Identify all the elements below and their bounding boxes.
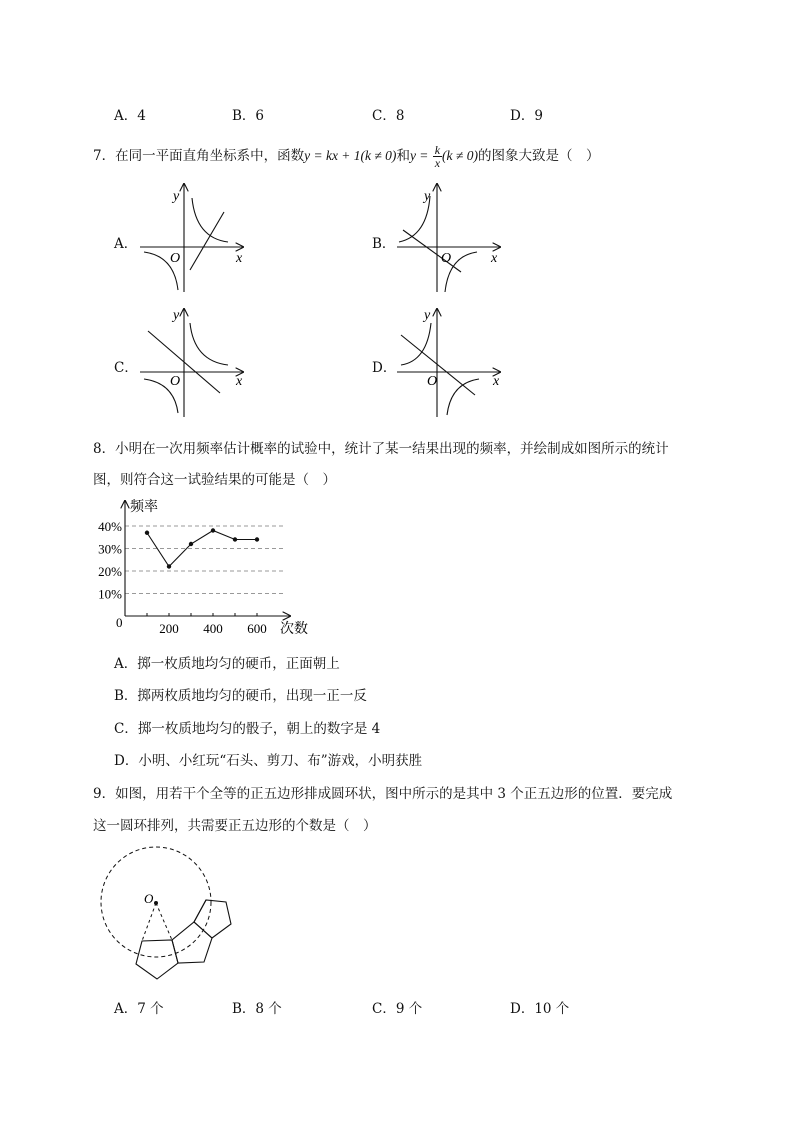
data-point <box>167 564 171 568</box>
y-tick-label: 10% <box>98 586 122 602</box>
q7-func2-fraction <box>433 144 442 169</box>
q7-func1: y = kx + 1(k ≠ 0) <box>304 148 397 163</box>
hyperbola-q2 <box>401 323 431 365</box>
chart-y-ticks <box>98 519 122 602</box>
pentagon-1 <box>136 940 178 979</box>
data-point <box>211 528 215 532</box>
q7-mid: 和 <box>396 148 410 164</box>
q7-graph-a <box>140 180 250 295</box>
chart-ylabel: 频率 <box>130 500 158 515</box>
line-graph <box>190 212 224 270</box>
center-point <box>154 901 158 905</box>
y-label: y <box>424 189 431 204</box>
q8-option-a: A．掷一枚质地均匀的硬币，正面朝上 <box>114 656 340 672</box>
q9-option-d: D．10 个 <box>510 1001 570 1017</box>
q7-number: 7． <box>93 148 116 164</box>
x-label: x <box>493 374 500 389</box>
x-label: x <box>236 251 243 266</box>
y-label: y <box>424 308 431 323</box>
data-point <box>145 531 149 535</box>
x-label: x <box>491 251 498 266</box>
q7-func2-num: k <box>434 143 441 157</box>
q8-stem-line1 <box>93 437 669 457</box>
dashed-radius-left <box>142 903 156 941</box>
q9-stem-line1 <box>93 782 672 802</box>
q9-line1: 如图，用若干个全等的正五边形排成圆环状，图中所示的是其中 3 个正五边形的位置．要完成 <box>115 786 673 802</box>
q9-option-b: B．8 个 <box>232 1001 282 1017</box>
q7-graph-c <box>140 305 250 420</box>
q6-option-c: C．8 <box>372 108 405 124</box>
q8-number: 8． <box>93 441 116 457</box>
q8-option-b: B．掷两枚质地均匀的硬币，出现一正一反 <box>114 688 367 704</box>
y-tick-label: 20% <box>98 564 122 579</box>
q7-option-b-label: B． <box>372 236 396 252</box>
q8-line1: 小明在一次用频率估计概率的试验中，统计了某一结果出现的频率，并绘制成如图所示的统计 <box>115 441 669 457</box>
line-graph <box>401 335 475 395</box>
x-tick-label: 400 <box>203 621 223 636</box>
data-point <box>255 537 259 541</box>
q7-stem <box>93 144 599 169</box>
q6-option-d: D．9 <box>510 108 543 124</box>
q6-option-b: B．6 <box>232 108 265 124</box>
q8-stem-line2: 图，则符合这一试验结果的可能是（ ） <box>93 472 336 488</box>
y-label: y <box>173 189 180 204</box>
q9-option-a: A．7 个 <box>114 1001 164 1017</box>
chart-xlabel: 次数 <box>280 622 308 637</box>
pentagon-2 <box>172 922 212 963</box>
frequency-chart <box>90 495 320 640</box>
origin-label: O <box>427 374 438 389</box>
x-tick-label: 600 <box>247 621 267 636</box>
pentagon-3 <box>194 900 231 938</box>
q7-option-a-label: A． <box>114 236 138 252</box>
q7-func2-cond: (k ≠ 0) <box>442 148 478 163</box>
data-point <box>233 537 237 541</box>
chart-origin-label: 0 <box>116 615 123 630</box>
q7-func2-den: x <box>434 156 441 170</box>
line-graph <box>403 230 461 272</box>
y-tick-label: 40% <box>98 519 122 534</box>
hyperbola-q1 <box>190 323 228 365</box>
q8-option-d: D．小明、小红玩“石头、剪刀、布”游戏，小明获胜 <box>114 753 423 769</box>
x-tick-label: 200 <box>159 621 179 636</box>
q7-graph-d <box>397 305 507 420</box>
origin-label: O <box>170 374 181 389</box>
y-label: y <box>173 308 180 323</box>
q7-graph-b <box>397 180 507 295</box>
q9-stem-line2: 这一圆环排列，共需要正五边形的个数是（ ） <box>93 818 377 834</box>
x-label: x <box>236 374 243 389</box>
center-label: O <box>144 891 154 906</box>
q9-option-c: C．9 个 <box>372 1001 423 1017</box>
q9-number: 9． <box>93 786 116 802</box>
origin-label: O <box>170 251 181 266</box>
q9-pentagon-figure <box>98 845 238 985</box>
dashed-radius-right <box>156 903 172 940</box>
data-point <box>189 542 193 546</box>
q8-option-c: C．掷一枚质地均匀的骰子，朝上的数字是 4 <box>114 721 381 737</box>
q6-option-a: A．4 <box>114 108 146 124</box>
y-tick-label: 30% <box>98 541 122 557</box>
q7-stem-b: 的图象大致是（ ） <box>477 148 600 164</box>
q7-option-c-label: C． <box>114 360 138 376</box>
q7-func2-lhs: y = <box>409 148 429 163</box>
q7-stem-a: 在同一平面直角坐标系中，函数 <box>115 148 305 164</box>
hyperbola-q4 <box>447 379 479 415</box>
origin-label: O <box>441 251 452 266</box>
q7-option-d-label: D． <box>372 360 397 376</box>
